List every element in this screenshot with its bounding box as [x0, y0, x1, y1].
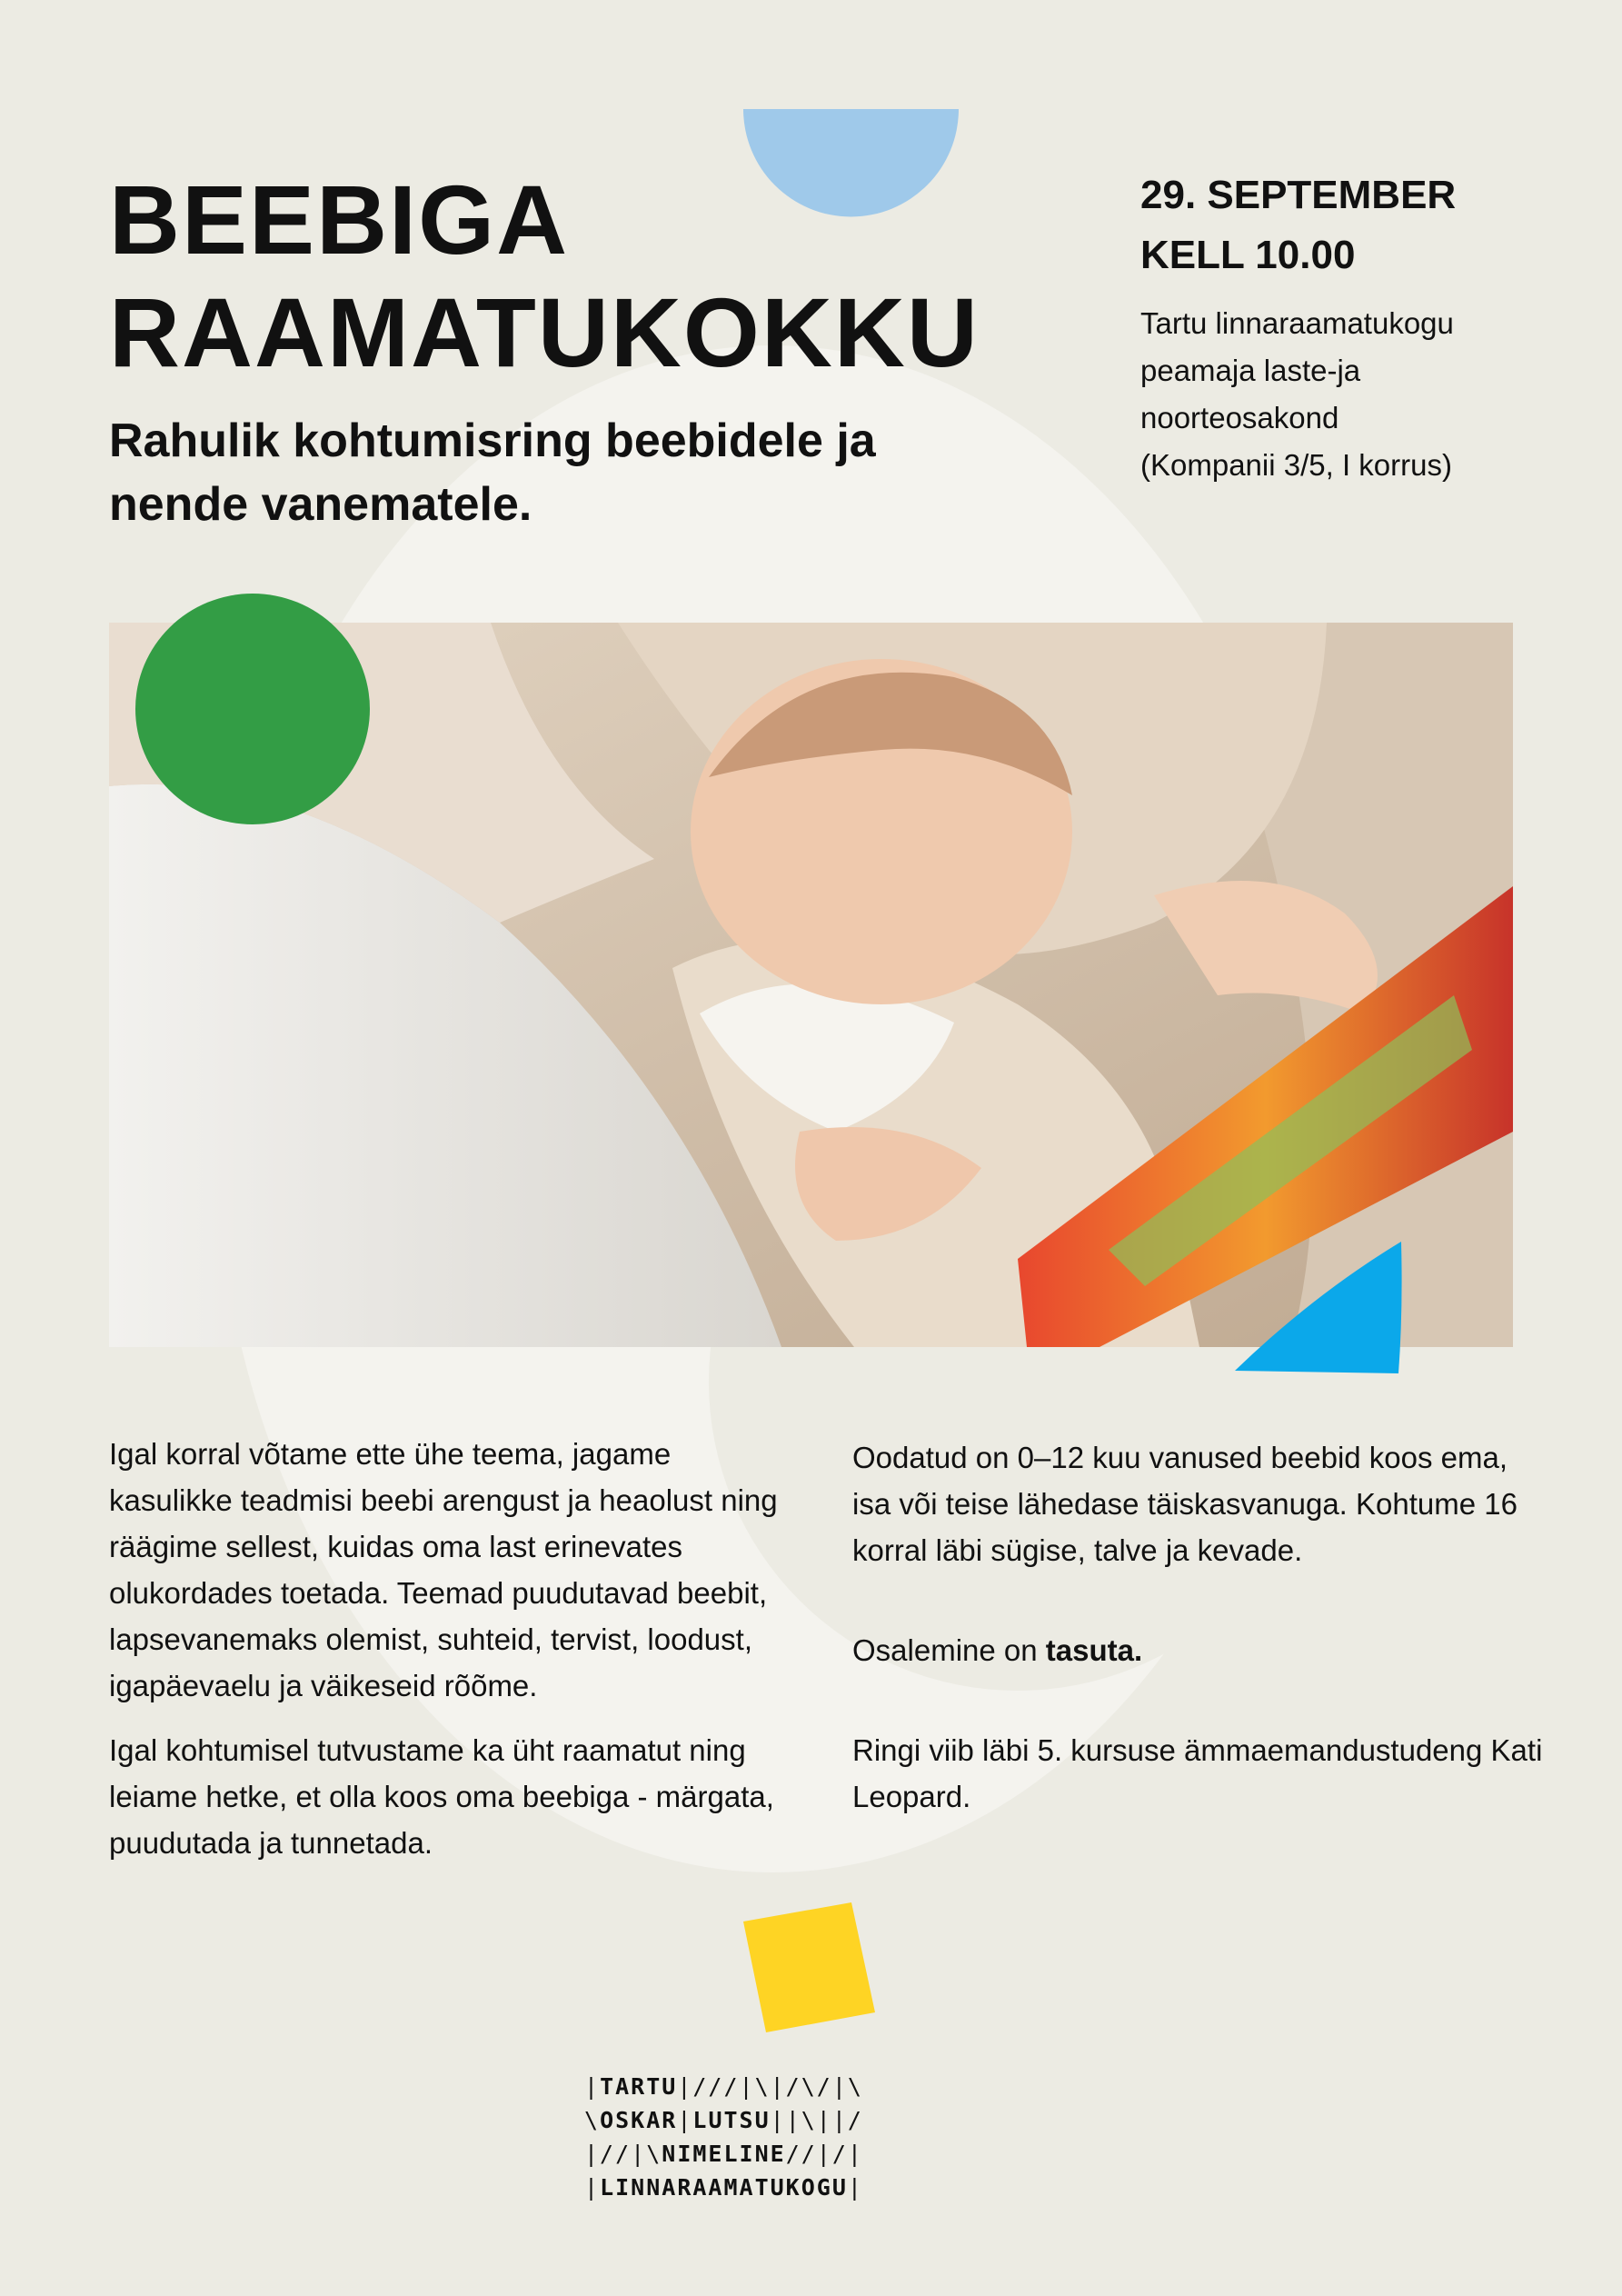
price-paragraph	[852, 1627, 1543, 1673]
description-right-column	[852, 1434, 1543, 1820]
blue-triangle-shape	[1232, 1240, 1407, 1376]
audience-paragraph: Oodatud on 0–12 kuu vanused beebid koos ema, isa või teise lähedase täiskasvanuga. Kohtume 16 korral läbi sügise, talve ja kevade.	[852, 1441, 1518, 1567]
logo-word-nimeline: NIMELINE	[662, 2141, 786, 2167]
title-line-2: RAAMATUKOKKU	[109, 277, 980, 387]
logo-row-4: |LINNARAAMATUKOGU|	[584, 2174, 863, 2201]
event-date-time	[1140, 165, 1456, 285]
event-time: KELL 10.00	[1140, 233, 1356, 277]
location-line-1: Tartu linnaraamatukogu	[1140, 306, 1454, 340]
yellow-square-shape	[741, 1900, 879, 2036]
logo-word-linnaraamatukogu: LINNARAAMATUKOGU	[600, 2174, 848, 2201]
description-paragraph-2: Igal kohtumisel tutvustame ka üht raamatut ning leiame hetke, et olla koos oma beebiga - märgata, puudutada ja tunnetada.	[109, 1733, 774, 1860]
description-paragraph-1: Igal korral võtame ette ühe teema, jagame kasulikke teadmisi beebi arengust ja heaolust ning räägime sellest, kuidas oma last erinevates olukordades toetada. Teemad puudutavad beebit, lapsevanemaks olemist, suhteid, tervist, loodust, igapäevaelu ja väikeseid rõõme.	[109, 1437, 778, 1702]
green-circle-shape	[134, 593, 371, 825]
price-value: tasuta.	[1045, 1633, 1143, 1667]
event-date: 29. SEPTEMBER	[1140, 173, 1457, 217]
logo-row-2: \OSKAR|LUTSU||\||/	[584, 2107, 863, 2133]
logo-word-oskar: OSKAR	[600, 2107, 678, 2133]
event-location	[1140, 300, 1567, 489]
location-line-4: (Kompanii 3/5, I korrus)	[1140, 448, 1452, 482]
host-paragraph: Ringi viib läbi 5. kursuse ämmaemandustudeng Kati Leopard.	[852, 1733, 1543, 1813]
logo-word-tartu: TARTU	[600, 2073, 678, 2100]
description-left-column	[109, 1431, 800, 1866]
logo-row-3: |//|\NIMELINE//|/|	[584, 2141, 863, 2167]
logo-row-1: |TARTU|///|\|/\/|\	[584, 2073, 863, 2100]
subtitle: Rahulik kohtumisring beebidele ja nende vanematele.	[109, 414, 876, 531]
page-title	[109, 164, 980, 389]
title-line-1: BEEBIGA	[109, 165, 570, 275]
logo-word-lutsu: LUTSU	[692, 2107, 771, 2133]
location-line-3: noorteosakond	[1140, 401, 1339, 434]
library-logo	[584, 2070, 863, 2204]
location-line-2: peamaja laste-ja	[1140, 354, 1361, 387]
price-label: Osalemine on	[852, 1633, 1046, 1667]
